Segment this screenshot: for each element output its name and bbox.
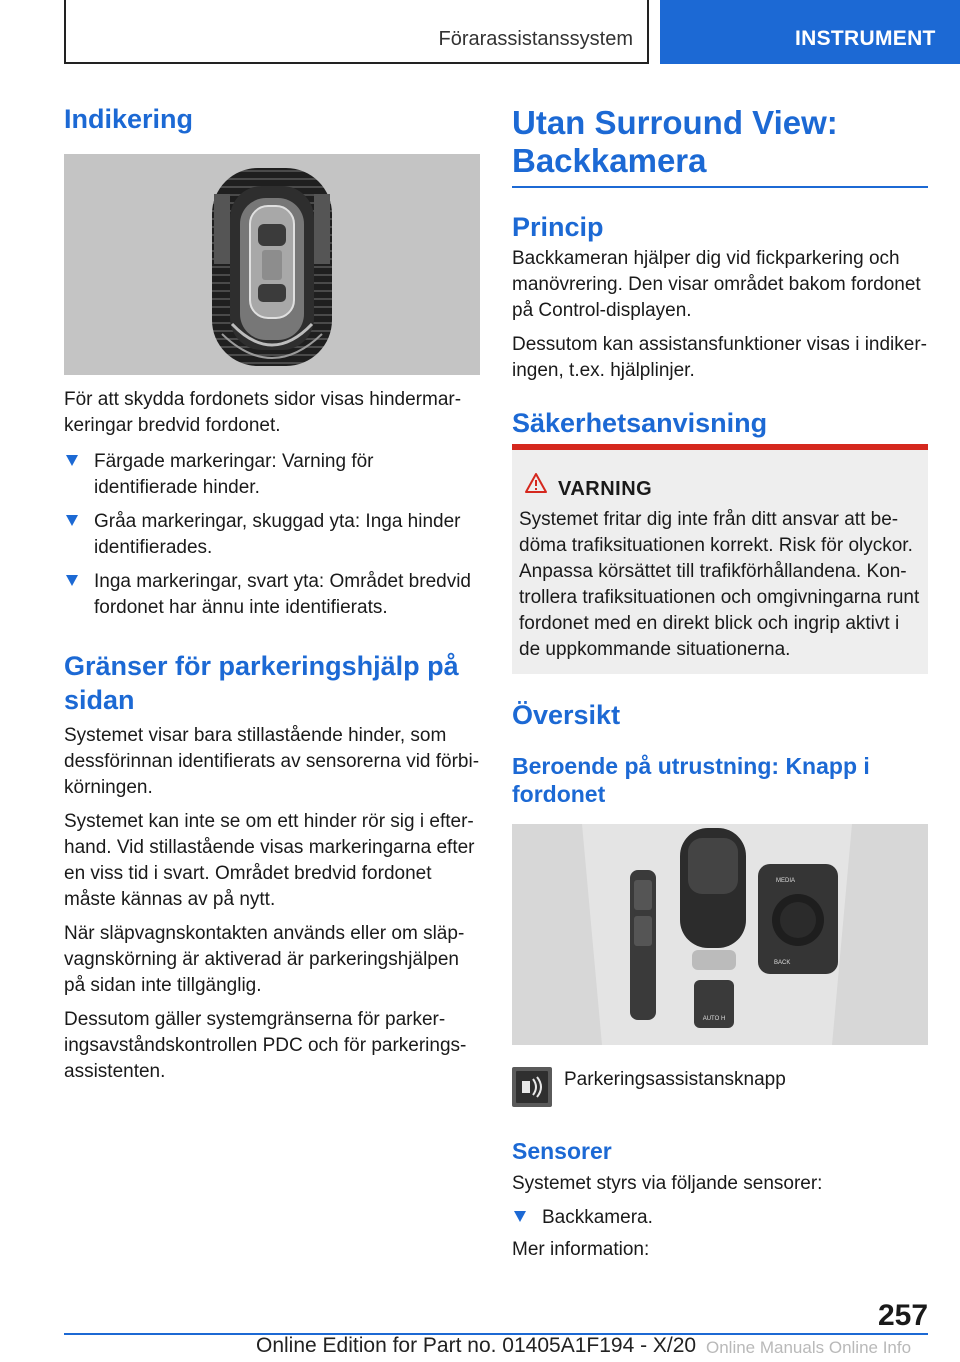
header-chapter-tab[interactable] xyxy=(660,0,960,64)
warning-box xyxy=(512,444,928,674)
indikering-bullet-list xyxy=(64,449,480,621)
list-item: Färgade markeringar: Varning för identifierade hinder. xyxy=(64,449,480,501)
parking-display-image xyxy=(64,154,480,375)
sensorer-text: Systemet styrs via följande sensorer: xyxy=(512,1173,823,1194)
bullet-triangle-icon xyxy=(66,515,78,526)
footer-edition: Online Edition for Part no. 01405A1F194 - X/20 xyxy=(256,1334,697,1357)
more-info-text: Mer information: xyxy=(512,1239,650,1260)
bullet-triangle-icon xyxy=(514,1211,526,1222)
limits-paragraph: Systemet kan inte se om ett hinder rör sig i efter-hand. Vid stillastående visas markeringarna efter en viss tid i svart. Området bredvid fordonet måste kännas av på nytt. xyxy=(64,811,475,910)
indikering-heading: Indikering xyxy=(64,104,194,134)
header-section-box xyxy=(64,0,649,64)
princip-paragraph: Dessutom kan assistansfunktioner visas i indiker-ingen, t.ex. hjälplinjer. xyxy=(512,334,928,381)
list-item: Inga markeringar, svart yta: Området bredvid fordonet har ännu inte identifierats. xyxy=(64,569,480,621)
safety-heading: Säkerhetsanvisning xyxy=(512,408,768,438)
center-console-image xyxy=(512,824,928,1045)
equipment-subheading: Beroende på utrustning: Knapp i fordonet xyxy=(512,753,870,807)
parking-view-graphic xyxy=(64,154,480,375)
princip-heading: Princip xyxy=(512,212,604,242)
list-item: Backkamera. xyxy=(512,1205,928,1231)
parking-assist-label: Parkeringsassistansknapp xyxy=(564,1069,786,1090)
list-item: Gråa markeringar, skuggad yta: Inga hinder identifierades. xyxy=(64,509,480,561)
limits-paragraph: Dessutom gäller systemgränserna för parker-ingsavståndskontrollen PDC och för parkerings-assistenten. xyxy=(64,1009,467,1082)
indikering-text: För att skydda fordonets sidor visas hindermar-keringar bredvid fordonet. xyxy=(64,389,462,436)
console-label-autoh: AUTO H xyxy=(702,1016,726,1022)
right-column xyxy=(512,104,928,440)
console-label-back: BACK xyxy=(774,960,791,966)
warning-triangle-icon xyxy=(524,472,548,494)
right-column-lower xyxy=(512,698,928,1263)
sensorer-heading: Sensorer xyxy=(512,1138,612,1164)
left-column xyxy=(64,96,480,1085)
oversikt-heading: Översikt xyxy=(512,700,621,730)
center-console-graphic xyxy=(512,824,928,1045)
parking-assist-button-icon xyxy=(512,1067,552,1107)
limits-paragraph: När släpvagnskontakten används eller om släp-vagnskörning är aktiverad är parkeringshjälpen på sidan inte tillgänglig. xyxy=(64,923,465,996)
warning-title: VARNING xyxy=(558,478,653,500)
header-section-title: Förarassistanssystem xyxy=(438,28,633,50)
main-heading: Utan Surround View: Backkamera xyxy=(512,104,838,179)
page-number: 257 xyxy=(878,1299,929,1332)
limits-heading: Gränser för parkeringshjälp på sidan xyxy=(64,651,459,715)
footer-watermark: Online Manuals Online Info xyxy=(706,1338,912,1357)
parking-assist-legend xyxy=(512,1067,928,1107)
limits-paragraph: Systemet visar bara stillastående hinder, som dessförinnan identifierats av sensorerna vid förbi-körningen. xyxy=(64,725,480,798)
bullet-triangle-icon xyxy=(66,575,78,586)
princip-paragraph: Backkameran hjälper dig vid fickparkering och manövrering. Den visar området bakom fordonet på Control-displayen. xyxy=(512,248,921,321)
bullet-triangle-icon xyxy=(66,455,78,466)
console-label-media: MEDIA xyxy=(776,878,796,884)
header-chapter-label: INSTRUMENT xyxy=(795,27,936,50)
heading-rule xyxy=(512,186,928,188)
warning-text: Systemet fritar dig inte från ditt ansvar att be-döma trafiksituationen korrekt. Risk för olyckor. Anpassa körsättet till trafikförhållandena. Kon-trollera trafiksituationen och omgivningarna runt fordonet med en direkt blick och ingrip aktivt i de uppkommande situationerna. xyxy=(519,509,920,660)
